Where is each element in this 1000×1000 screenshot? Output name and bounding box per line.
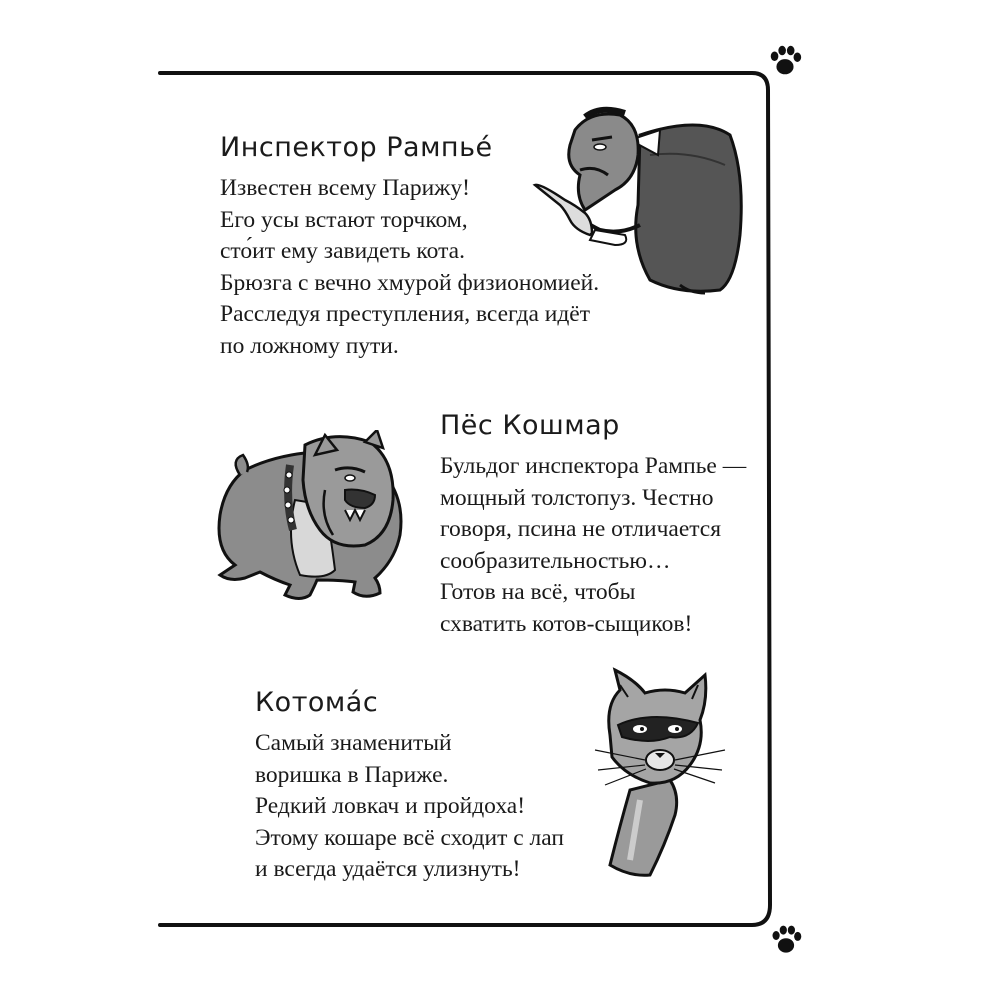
- character-section-cat: [255, 687, 564, 886]
- character-title: Инспектор Рампьé: [220, 132, 493, 163]
- character-description-line: Расследуя преступления, всегда идёт: [220, 301, 591, 327]
- cat-illustration: [590, 665, 730, 880]
- character-description-line: Его усы встают торчком,: [220, 206, 468, 233]
- character-title: Котома́с: [255, 687, 379, 718]
- character-description-line: воришка в Париже.: [255, 761, 449, 788]
- character-description-line: по ложному пути.: [220, 332, 399, 359]
- character-description-line: мощный толстопуз. Честно: [440, 484, 714, 511]
- character-description-line: Редкий ловкач и пройдоха!: [255, 793, 526, 819]
- character-description-line: сто́ит ему завидеть кота.: [220, 238, 465, 264]
- character-section-dog: [440, 410, 746, 640]
- character-description-line: Брюзга с вечно хмурой физиономией.: [220, 269, 600, 296]
- character-description-line: схватить котов-сыщиков!: [440, 610, 693, 637]
- character-description-line: говоря, псина не отличается: [440, 516, 722, 542]
- character-title: Пёс Кошмар: [440, 410, 620, 441]
- paw-print-icon: [766, 42, 804, 80]
- character-description-line: Готов на всё, чтобы: [440, 579, 636, 605]
- character-description-line: Этому кошаре всё сходит с лап: [255, 824, 564, 851]
- bulldog-illustration: [205, 430, 435, 605]
- character-description-line: сообразительностью…: [440, 547, 671, 574]
- character-description-line: Самый знаменитый: [255, 730, 452, 756]
- character-description-line: Бульдог инспектора Рампье —: [440, 453, 747, 479]
- character-description-line: и всегда удаётся улизнуть!: [255, 856, 521, 882]
- inspector-illustration: [530, 95, 760, 300]
- character-description-line: Известен всему Парижу!: [220, 175, 470, 201]
- paw-print-icon: [768, 922, 804, 958]
